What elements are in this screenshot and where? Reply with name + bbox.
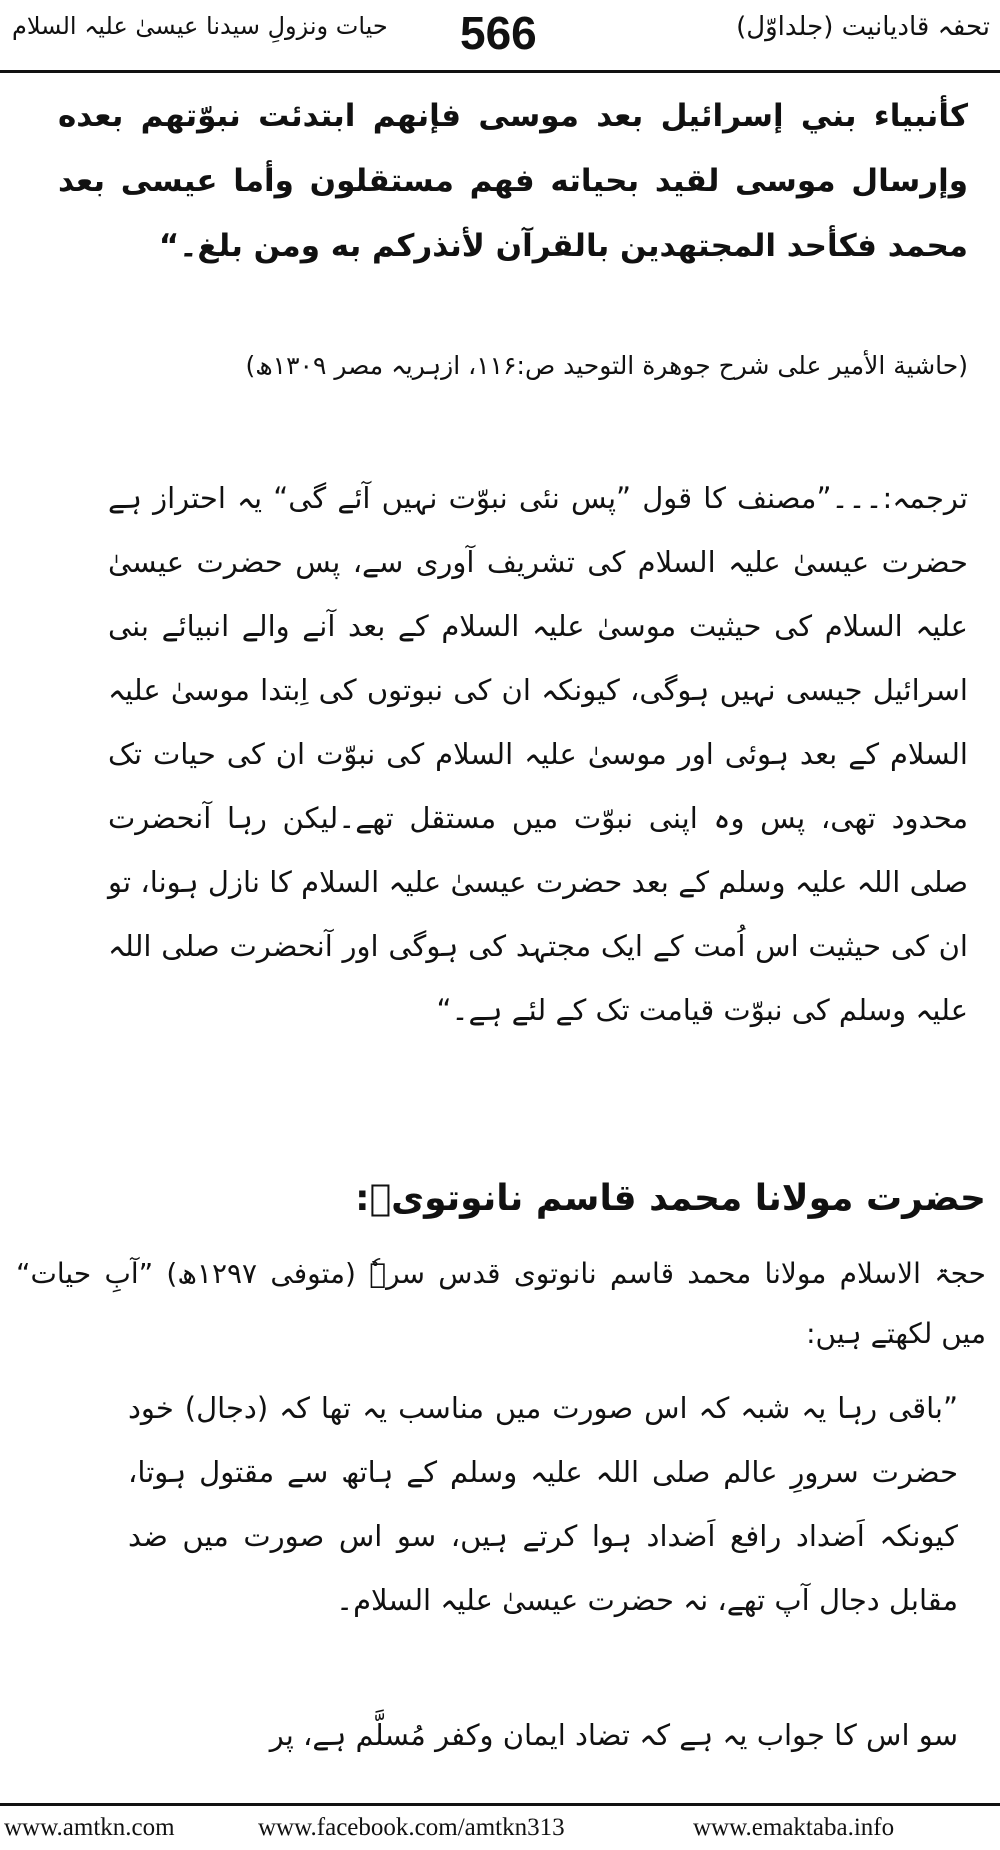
section-intro: حجۃ الاسلام مولانا محمد قاسم نانوتوی قدس سرہٗ (متوفی ۱۲۹۷ھ) ”آبِ حیات“ میں لکھتے ہیں: (16, 1257, 986, 1350)
footer-link-amtkn[interactable]: www.amtkn.com (4, 1814, 175, 1841)
section-heading: حضرت مولانا محمد قاسم نانوتویؒ: (355, 1178, 986, 1219)
arabic-reference: (حاشیة الأمیر علی شرح جوهرة التوحید ص:۱۱۶، ازہریہ مصر ۱۳۰۹ھ) (245, 351, 968, 380)
block-quote: ”باقی رہا یہ شبہ کہ اس صورت میں مناسب یہ تھا کہ (دجال) خود حضرت سرورِ عالم صلی اللہ علیہ وسلم کے ہاتھ سے مقتول ہوتا، کیونکہ اَضداد رافع اَضداد ہوا کرتے ہیں، سو اس صورت میں ضد مقابل دجال آپ تھے، نہ حضرت عیسیٰ علیہ السلام۔ (128, 1391, 958, 1617)
footer-link-emaktaba[interactable]: www.emaktaba.info (693, 1814, 895, 1841)
header-chapter-title: حیات ونزولِ سیدنا عیسیٰ علیہ السلام (12, 12, 388, 40)
page-number: 566 (460, 7, 537, 59)
page-header (0, 0, 1000, 70)
urdu-translation: ترجمہ:۔۔۔”مصنف کا قول ”پس نئی نبوّت نہیں آئے گی“ یہ احتراز ہے حضرت عیسیٰ علیہ السلام کی تشریف آوری سے، پس حضرت عیسیٰ علیہ السلام کی حیثیت موسیٰ علیہ السلام کے بعد آنے والے انبیائے بنی اسرائیل جیسی نہیں ہوگی، کیونکہ ان کی نبوتوں کی اِبتدا موسیٰ علیہ السلام کے بعد ہوئی اور موسیٰ علیہ السلام کی نبوّت ان کی حیات تک محدود تھی، پس وہ اپنی نبوّت میں مستقل تھے۔لیکن رہا آنحضرت صلی اللہ علیہ وسلم کے بعد حضرت عیسیٰ علیہ السلام کا نازل ہونا، تو ان کی حیثیت اس اُمت کے ایک مجتہد کی ہوگی اور آنحضرت صلی اللہ علیہ وسلم کی نبوّت قیامت تک کے لئے ہے۔“ (108, 481, 968, 1027)
header-divider (0, 70, 1000, 73)
footer-divider (0, 1803, 1000, 1806)
arabic-quote: کأنبیاء بني إسرائیل بعد موسی فإنهم ابتدئت نبوّتهم بعده وإرسال موسی لقید بحیاته فهم مستقلون وأما عیسی بعد محمد فکأحد المجتهدین بالقرآن لأنذرکم به ومن بلغ۔“ (58, 98, 968, 264)
page-footer (0, 1808, 1000, 1848)
quote-reply: سو اس کا جواب یہ ہے کہ تضاد ایمان وکفر مُسلَّم ہے، پر (269, 1718, 958, 1752)
header-book-title: تحفہ قادیانیت (جلداوّل) (736, 12, 990, 42)
footer-link-facebook[interactable]: www.facebook.com/amtkn313 (258, 1814, 565, 1841)
